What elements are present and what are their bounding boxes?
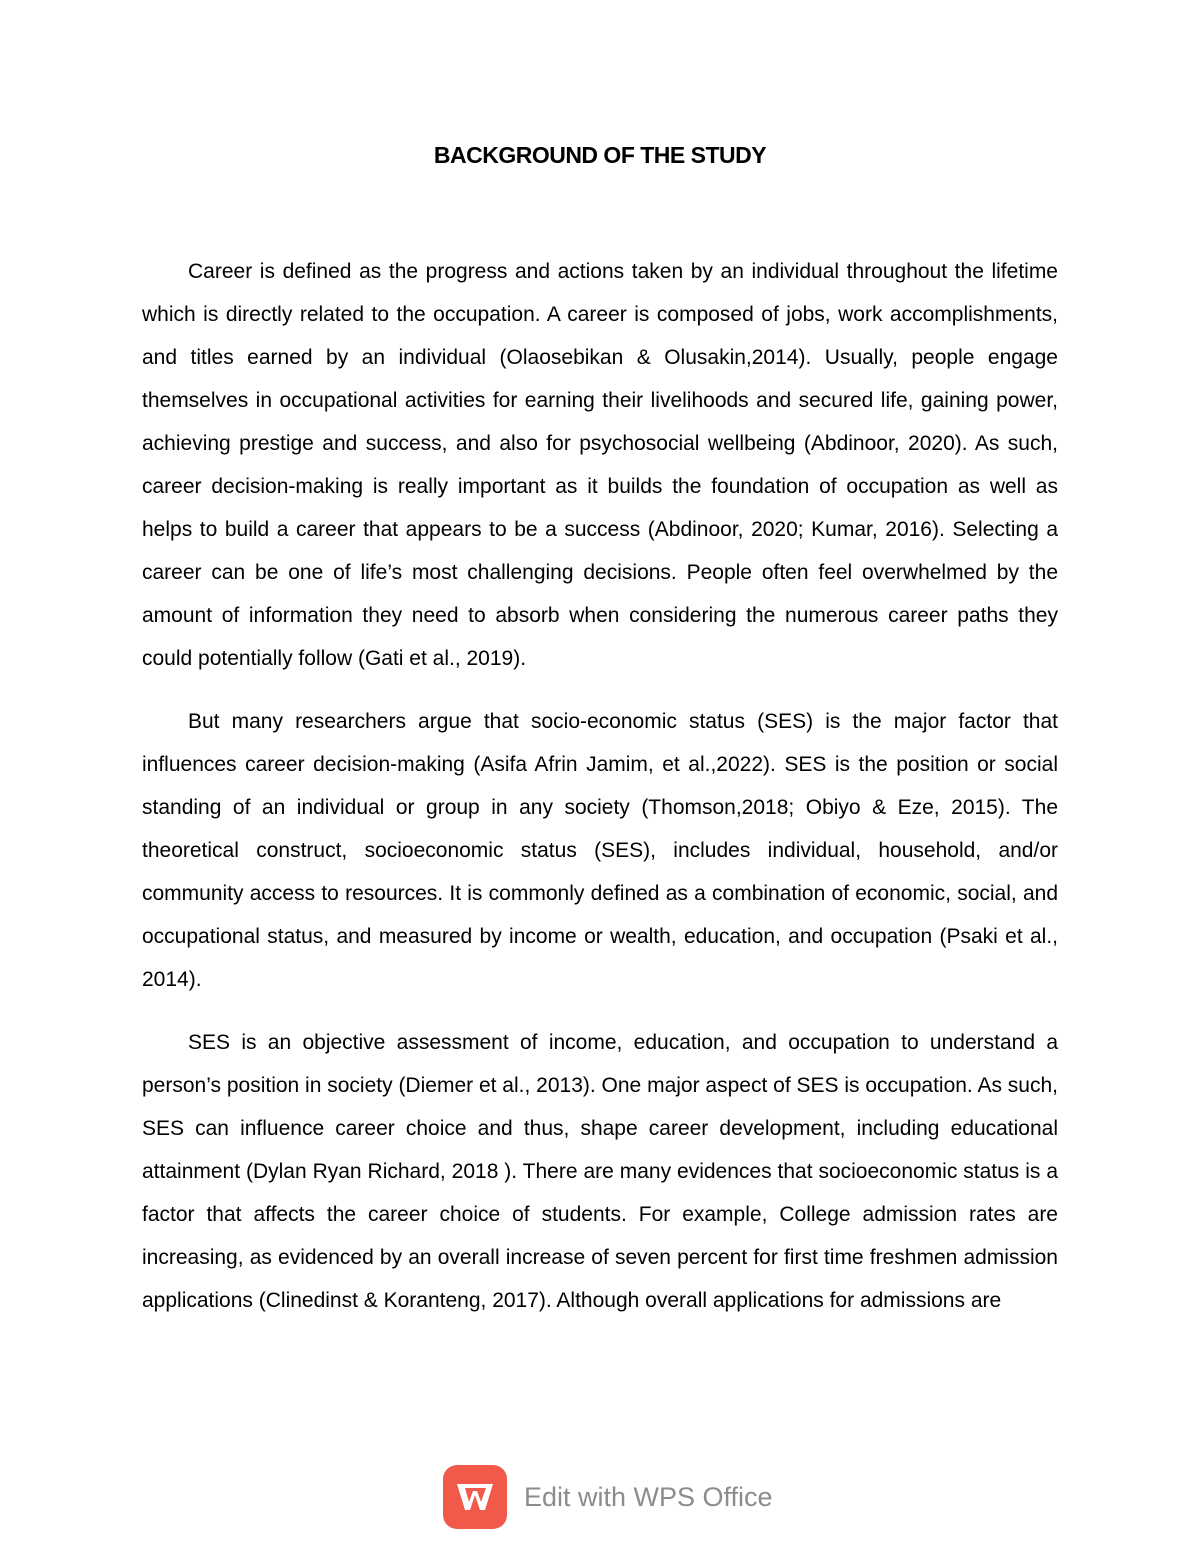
wps-edit-link[interactable]: Edit with WPS Office [524, 1481, 773, 1512]
page-title: BACKGROUND OF THE STUDY [433, 142, 767, 168]
paragraph-ses-factor: But many researchers argue that socio-economic status (SES) is the major factor that influences career decision-making (Asifa Afrin Jamim, et al.,2022). SES is the position or social standing of an individual or group in any society (Thomson,2018; Obiyo & Eze, 2015). The theoretical construct, socioeconomic status (SES), includes individual, household, and/or community access to resources. It is commonly defined as a combination of economic, social, and occupational status, and measured by income or wealth, education, and occupation (Psaki et al., 2014). [142, 710, 1058, 991]
wps-logo-glyph [453, 1479, 497, 1515]
wps-logo-icon [443, 1465, 507, 1529]
wps-watermark[interactable] [443, 1465, 773, 1529]
paragraph-career-definition: Career is defined as the progress and actions taken by an individual throughout the lifetime which is directly related to the occupation. A career is composed of jobs, work accomplishments, and titles earned by an individual (Olaosebikan & Olusakin,2014). Usually, people engage themselves in occupational activities for earning their livelihoods and secured life, gaining power, achieving prestige and success, and also for psychosocial wellbeing (Abdinoor, 2020). As such, career decision-making is really important as it builds the foundation of occupation as well as helps to build a career that appears to be a success (Abdinoor, 2020; Kumar, 2016). Selecting a career can be one of life’s most challenging decisions. People often feel overwhelmed by the amount of information they need to absorb when considering the numerous career paths they could potentially follow (Gati et al., 2019). [142, 260, 1058, 670]
paragraph-ses-assessment: SES is an objective assessment of income, education, and occupation to understand a person’s position in society (Diemer et al., 2013). One major aspect of SES is occupation. As such, SES can influence career choice and thus, shape career development, including educational attainment (Dylan Ryan Richard, 2018 ). There are many evidences that socioeconomic status is a factor that affects the career choice of students. For example, College admission rates are increasing, as evidenced by an overall increase of seven percent for first time freshmen admission applications (Clinedinst & Koranteng, 2017). Although overall applications for admissions are [142, 1031, 1058, 1312]
document-body [142, 250, 1058, 1342]
